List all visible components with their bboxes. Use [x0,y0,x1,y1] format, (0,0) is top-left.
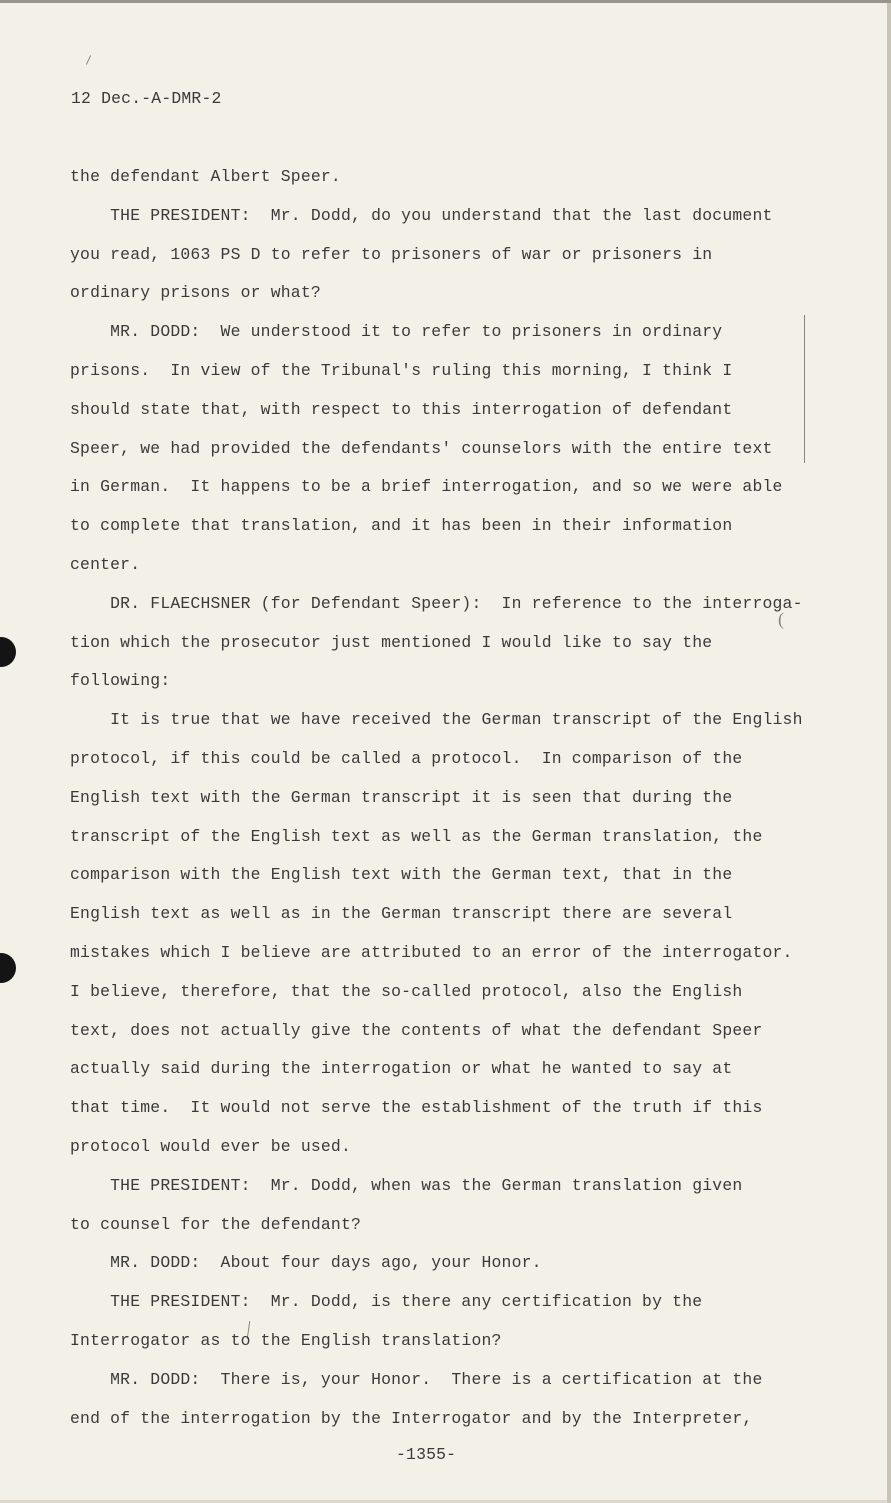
transcript-line: English text as well as in the German transcript there are several [70,904,733,924]
transcript-line: tion which the prosecutor just mentioned I would like to say the [70,632,713,652]
transcript-line: to counsel for the defendant? [70,1214,362,1234]
transcript-line: you read, 1063 PS D to refer to prisoners of war or prisoners in [70,244,713,264]
margin-line-mark [804,315,805,463]
page-edge-shadow [887,3,891,1503]
transcript-line: protocol would ever be used. [70,1137,352,1156]
margin-paren-mark: ( [778,609,784,629]
transcript-line: prisons. In view of the Tribunal's ruling this morning, I think I [70,361,733,380]
transcript-line: end of the interrogation by the Interrogator and by the Interpreter, [70,1408,753,1428]
transcript-line: MR. DODD: We understood it to refer to prisoners in ordinary [70,322,723,342]
page-number: -1355- [396,1445,457,1464]
transcript-line: THE PRESIDENT: Mr. Dodd, is there any certification by the [70,1292,703,1312]
transcript-line: It is true that we have received the German transcript of the English [70,710,803,730]
transcript-line: THE PRESIDENT: Mr. Dodd, do you understand that the last document [70,205,773,225]
document-header: 12 Dec.-A-DMR-2 [71,89,222,108]
transcript-line: transcript of the English text as well as the German translation, the [70,826,763,846]
transcript-line: MR. DODD: There is, your Honor. There is a certification at the [70,1369,763,1389]
transcript-line: English text with the German transcript it is seen that during the [70,787,733,807]
transcript-line: Speer, we had provided the defendants' counselors with the entire text [70,438,773,458]
transcript-line: ordinary prisons or what? [70,283,321,303]
transcript-line: in German. It happens to be a brief interrogation, and so we were able [70,477,783,497]
pencil-mark [86,55,91,64]
transcript-line: that time. It would not serve the establishment of the truth if this [70,1098,763,1118]
transcript-line: to complete that translation, and it has been in their information [70,516,733,536]
transcript-line: following: [70,671,171,691]
transcript-line: text, does not actually give the contents of what the defendant Speer [70,1020,763,1040]
punch-hole-bottom [0,953,16,983]
transcript-line: protocol, if this could be called a protocol. In comparison of the [70,749,743,768]
transcript-line: DR. FLAECHSNER (for Defendant Speer): In reference to the interroga- [70,593,803,613]
transcript-line: mistakes which I believe are attributed to an error of the interrogator. [70,943,793,962]
punch-hole-top [0,637,16,667]
transcript-line: the defendant Albert Speer. [70,167,341,186]
transcript-line: comparison with the English text with the German text, that in the [70,865,733,885]
transcript-line: I believe, therefore, that the so-called protocol, also the English [70,981,743,1001]
transcript-line: THE PRESIDENT: Mr. Dodd, when was the German translation given [70,1175,743,1195]
transcript-line: should state that, with respect to this interrogation of defendant [70,399,733,419]
transcript-line: actually said during the interrogation or what he wanted to say at [70,1059,733,1079]
transcript-line: center. [70,555,141,574]
transcript-line: Interrogator as to the English translation? [70,1331,502,1350]
transcript-line: MR. DODD: About four days ago, your Honor. [70,1253,542,1273]
